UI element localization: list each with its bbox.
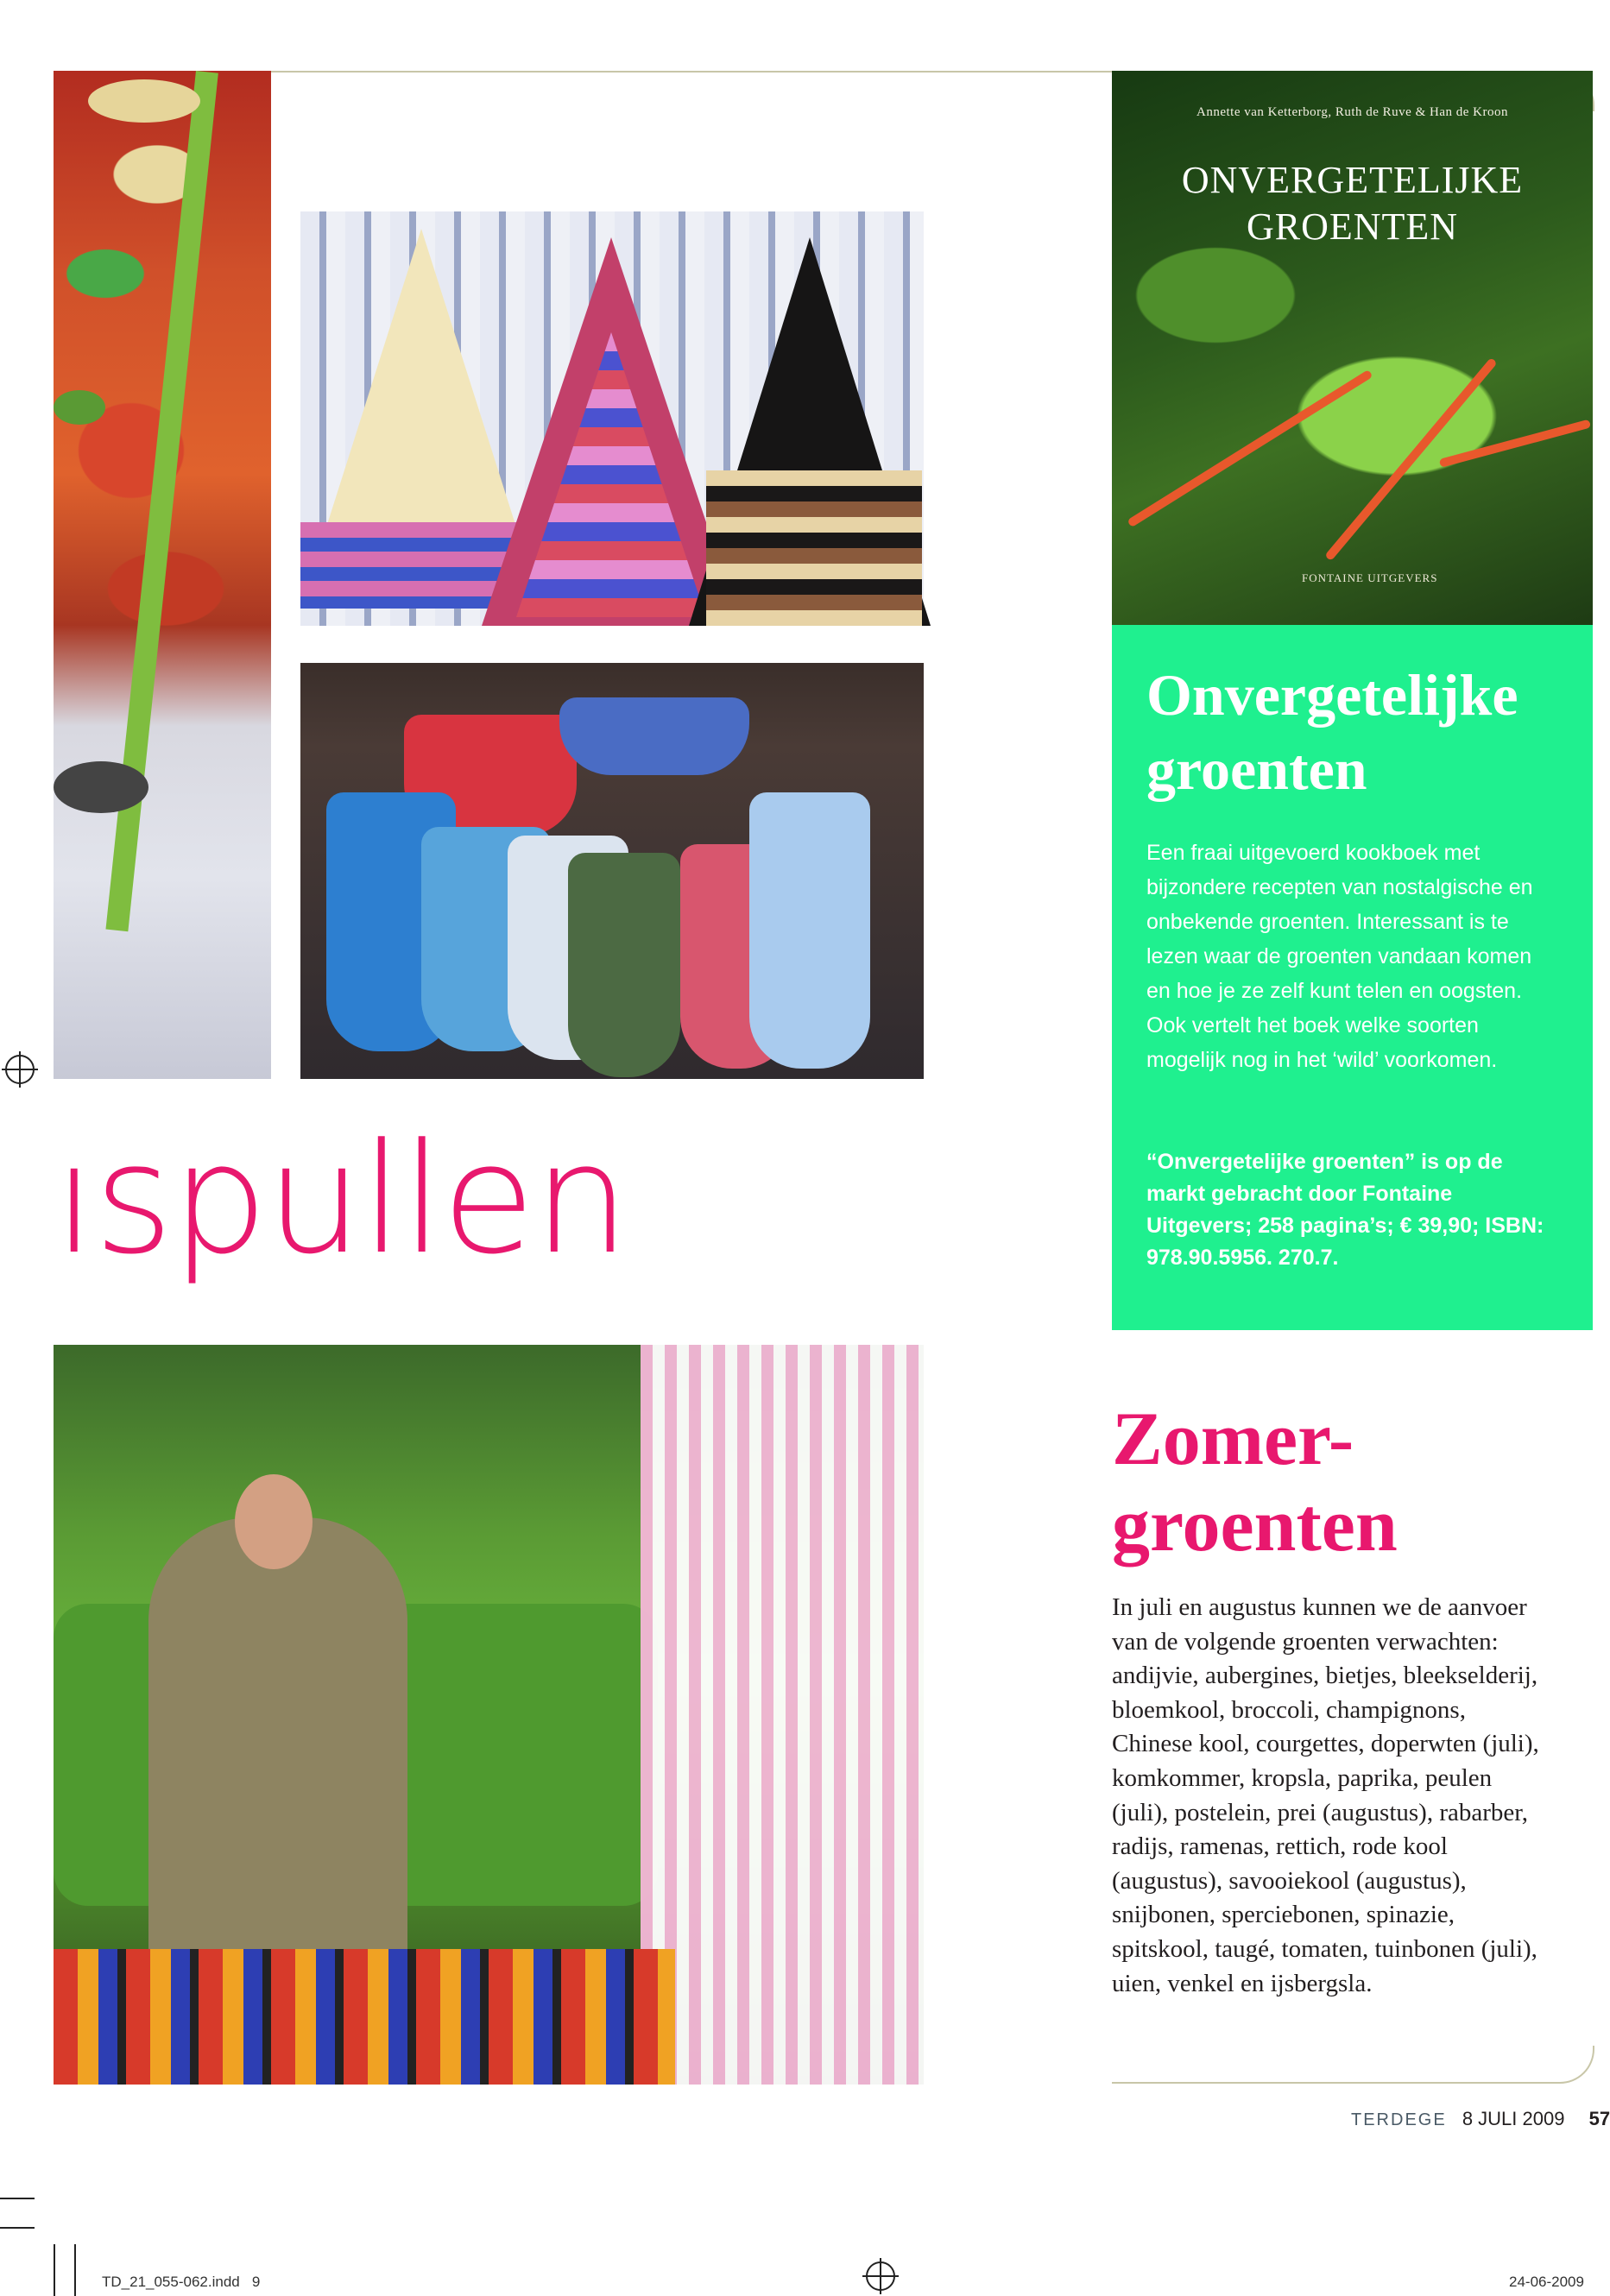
magazine-name: TERDEGE <box>1351 2110 1447 2129</box>
cover-publisher: FONTAINE UITGEVERS <box>1302 571 1438 584</box>
zomer-title-line2: groenten <box>1112 1484 1398 1567</box>
zomer-title-line1: Zomer- <box>1112 1397 1354 1481</box>
book-cover-image <box>1112 71 1593 625</box>
woman <box>148 1517 407 1975</box>
page-footer <box>1351 2108 1610 2130</box>
page-number: 57 <box>1588 2108 1610 2129</box>
socks-photo <box>300 663 924 1079</box>
woman-face <box>235 1474 313 1569</box>
book-review-panel <box>1112 625 1593 1330</box>
panel-body: Een fraai uitgevoerd kookboek met bijzondere recepten van nostalgische en onbekende groenten. Interessant is te lezen waar de groenten vandaan komen en hoe je ze zelf kunt telen en oogsten. Ook vertelt het boek welke soorten mogelijk nog in het ‘wild’ voorkomen. <box>1146 841 1533 1072</box>
zomer-title <box>1112 1397 1561 1569</box>
cover-authors: Annette van Ketterborg, Ruth de Ruve & Han de Kroon <box>1196 105 1508 119</box>
print-slug-date: 24-06-2009 <box>1509 2274 1584 2290</box>
zomer-body: In juli en augustus kunnen we de aanvoer van de volgende groenten verwachten: andijvie, aubergines, bietjes, bleekselderij, bloemkool, broccoli, champignons, Chinese kool, courgettes, doperwten (juli), komkommer, kropsla, paprika, peulen (juli), postelein, prei (augustus), rabarber, radijs, ramenas, rettich, rode kool (augustus), savooiekool (augustus), snijbonen, sperciebonen, spinazie, spitskool, taugé, tomaten, tuinbonen (juli), uien, venkel en ijsbergsla. <box>1112 1593 1539 1997</box>
panel-title: Onvergetelijke groenten <box>1146 662 1518 802</box>
crop-mark <box>54 2244 55 2296</box>
sock-lightblue <box>749 792 870 1069</box>
market-stall-photo <box>54 1345 924 2085</box>
frame-bottom-corner <box>1554 2046 1594 2084</box>
potholder-black-bands <box>706 470 922 626</box>
headline-fragment: ıspullen <box>54 1111 628 1288</box>
cover-title-line2: GROENTEN <box>1246 205 1459 248</box>
issue-date: 8 JULI 2009 <box>1462 2108 1565 2129</box>
footer-line <box>1112 2082 1554 2084</box>
jars-photo <box>54 71 271 1079</box>
crop-mark <box>0 2198 35 2199</box>
jar-lid <box>54 390 105 425</box>
potholders-photo <box>300 211 924 626</box>
sock-top-blue <box>559 697 749 775</box>
panel-publication-info: “Onvergetelijke groenten” is op de markt gebracht door Fontaine Uitgevers; 258 pagina’s; € 39,90; ISBN: 978.90.5956. 270.7. <box>1146 1150 1544 1270</box>
cover-title <box>1112 157 1593 250</box>
print-slug-file: TD_21_055-062.indd 9 <box>102 2274 261 2290</box>
chard-stem <box>1127 369 1373 527</box>
jam-jars-table <box>54 1949 675 2085</box>
chard-stem <box>1439 419 1591 468</box>
jar-lid <box>88 79 200 123</box>
sock-green <box>568 853 680 1077</box>
registration-mark-icon <box>5 1055 35 1084</box>
crop-mark <box>74 2244 76 2296</box>
registration-mark-icon <box>866 2261 895 2291</box>
aprons <box>641 1345 924 2085</box>
cover-title-line1: ONVERGETELIJKE <box>1181 159 1524 201</box>
jar-lid <box>54 761 148 813</box>
crop-mark <box>0 2227 35 2229</box>
